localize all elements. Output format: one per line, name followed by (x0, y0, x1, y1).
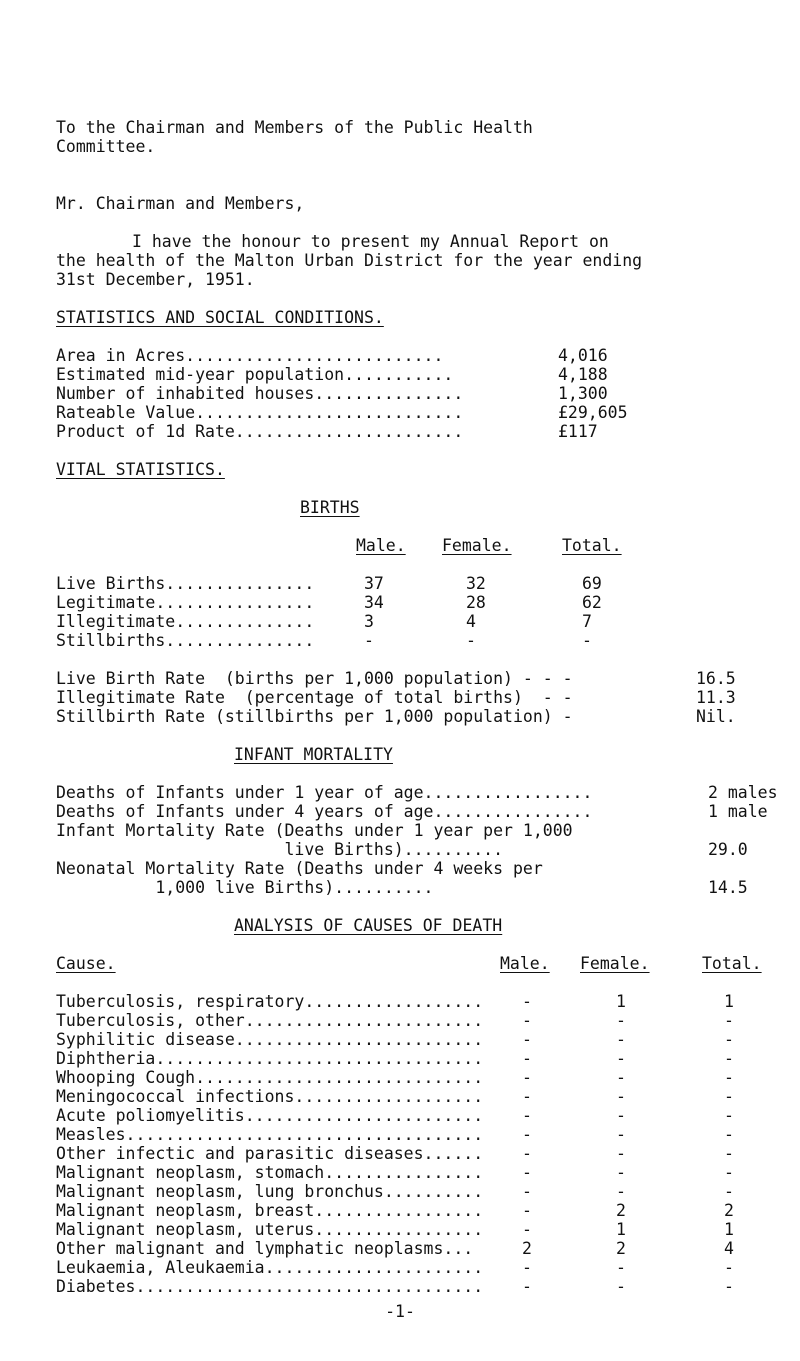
report-page (56, 118, 800, 1296)
intro-paragraph-line-1: I have the honour to present my Annual Report on (132, 232, 609, 251)
births-total: 7 (582, 612, 592, 631)
births-col-female: Female. (442, 536, 512, 555)
cause-male: - (522, 1011, 532, 1030)
cause-total: - (724, 1144, 734, 1163)
births-row (56, 574, 800, 593)
cause-male: - (522, 1049, 532, 1068)
cause-total: 1 (724, 1220, 734, 1239)
intro-paragraph-line-2: the health of the Malton Urban District for the year ending (56, 251, 643, 270)
birth-rate-row (56, 707, 800, 726)
cause-row (56, 1201, 800, 1220)
page-number: -1- (385, 1302, 415, 1321)
causes-of-death-heading: ANALYSIS OF CAUSES OF DEATH (234, 916, 503, 935)
cause-total: - (724, 1258, 734, 1277)
birth-rate-value: 16.5 (696, 669, 736, 688)
cause-row (56, 1068, 800, 1087)
statistics-list (56, 346, 800, 441)
infant-mortality-value: 2 males (708, 783, 778, 802)
statistics-value: 1,300 (558, 384, 608, 403)
infant-mortality-list (56, 783, 800, 897)
infant-mortality-label: 1,000 live Births).......... (56, 878, 434, 897)
statistics-value: £29,605 (558, 403, 628, 422)
infant-mortality-label: Deaths of Infants under 1 year of age................. (56, 783, 593, 802)
infant-mortality-value: 1 male (708, 802, 768, 821)
births-male: 37 (364, 574, 384, 593)
births-row (56, 631, 800, 650)
cause-female: - (616, 1106, 626, 1125)
cause-male: - (522, 1068, 532, 1087)
cause-row (56, 1239, 800, 1258)
address-line-1: To the Chairman and Members of the Public Health (56, 118, 533, 137)
cause-total: - (724, 1277, 734, 1296)
cause-total: 1 (724, 992, 734, 1011)
infant-mortality-row (56, 859, 800, 878)
statistics-row (56, 384, 800, 403)
cause-male: - (522, 1030, 532, 1049)
statistics-row (56, 365, 800, 384)
births-row (56, 612, 800, 631)
birth-rate-row (56, 669, 800, 688)
births-col-male: Male. (356, 536, 406, 555)
cause-label: Meningococcal infections................... (56, 1087, 484, 1106)
address-line-2: Committee. (56, 137, 156, 156)
cause-label: Acute poliomyelitis........................ (56, 1106, 484, 1125)
cause-total: - (724, 1182, 734, 1201)
birth-rate-value: 11.3 (696, 688, 736, 707)
cause-male: - (522, 1087, 532, 1106)
births-label: Live Births............... (56, 574, 315, 593)
cause-label: Tuberculosis, respiratory.................. (56, 992, 484, 1011)
cause-male: - (522, 1125, 532, 1144)
cause-row (56, 1125, 800, 1144)
statistics-label: Area in Acres.......................... (56, 346, 444, 365)
infant-mortality-label: Infant Mortality Rate (Deaths under 1 year per 1,000 (56, 821, 573, 840)
cause-male: - (522, 992, 532, 1011)
cause-male: - (522, 1277, 532, 1296)
births-female: 28 (466, 593, 486, 612)
cause-male: - (522, 1182, 532, 1201)
cause-total: - (724, 1030, 734, 1049)
cause-total: - (724, 1125, 734, 1144)
cause-female: 1 (616, 992, 626, 1011)
statistics-row (56, 346, 800, 365)
cause-male: - (522, 1144, 532, 1163)
cause-label: Other infectic and parasitic diseases...... (56, 1144, 484, 1163)
causes-of-death-table (56, 992, 800, 1296)
infant-mortality-label: Deaths of Infants under 4 years of age................ (56, 802, 593, 821)
cause-row (56, 992, 800, 1011)
cause-total: - (724, 1106, 734, 1125)
cause-row (56, 1220, 800, 1239)
cause-male: - (522, 1106, 532, 1125)
statistics-label: Number of inhabited houses............... (56, 384, 464, 403)
cause-total: - (724, 1068, 734, 1087)
cause-female: 2 (616, 1239, 626, 1258)
intro-paragraph-line-3: 31st December, 1951. (56, 270, 255, 289)
infant-mortality-label: Neonatal Mortality Rate (Deaths under 4 weeks per (56, 859, 543, 878)
birth-rate-value: Nil. (696, 707, 736, 726)
cause-label: Whooping Cough............................. (56, 1068, 484, 1087)
cause-label: Malignant neoplasm, stomach................ (56, 1163, 484, 1182)
cause-total: 4 (724, 1239, 734, 1258)
cause-label: Malignant neoplasm, breast................. (56, 1201, 484, 1220)
cause-female: - (616, 1030, 626, 1049)
births-total: 69 (582, 574, 602, 593)
birth-rate-label: Stillbirth Rate (stillbirths per 1,000 population) - (56, 707, 573, 726)
cause-male: - (522, 1201, 532, 1220)
salutation: Mr. Chairman and Members, (56, 194, 305, 213)
cause-total: - (724, 1163, 734, 1182)
cause-male: 2 (522, 1239, 532, 1258)
births-total: - (582, 631, 592, 650)
statistics-label: Estimated mid-year population........... (56, 365, 454, 384)
cause-total: - (724, 1049, 734, 1068)
births-female: 4 (466, 612, 476, 631)
cause-female: - (616, 1163, 626, 1182)
vital-statistics-heading: VITAL STATISTICS. (56, 460, 225, 479)
births-male: 3 (364, 612, 374, 631)
births-row (56, 593, 800, 612)
cause-row (56, 1277, 800, 1296)
births-total: 62 (582, 593, 602, 612)
cause-total: - (724, 1011, 734, 1030)
cause-label: Tuberculosis, other........................ (56, 1011, 484, 1030)
cause-female: 2 (616, 1201, 626, 1220)
births-label: Illegitimate.............. (56, 612, 315, 631)
infant-mortality-row (56, 821, 800, 840)
cause-row (56, 1011, 800, 1030)
cause-total: - (724, 1087, 734, 1106)
cause-female: - (616, 1068, 626, 1087)
causes-col-male: Male. (500, 954, 550, 973)
cause-row (56, 1144, 800, 1163)
statistics-row (56, 403, 800, 422)
cause-label: Malignant neoplasm, uterus................. (56, 1220, 484, 1239)
births-female: 32 (466, 574, 486, 593)
statistics-value: £117 (558, 422, 598, 441)
cause-label: Diabetes................................... (56, 1277, 484, 1296)
cause-label: Malignant neoplasm, lung bronchus.......... (56, 1182, 484, 1201)
causes-column-headers (56, 954, 800, 973)
statistics-heading: STATISTICS AND SOCIAL CONDITIONS. (56, 308, 384, 327)
birth-rates-list (56, 669, 800, 726)
infant-mortality-value: 29.0 (708, 840, 748, 859)
cause-female: - (616, 1258, 626, 1277)
infant-mortality-row (56, 802, 800, 821)
cause-row (56, 1030, 800, 1049)
infant-mortality-label: live Births).......... (56, 840, 504, 859)
causes-col-cause: Cause. (56, 954, 116, 973)
birth-rate-row (56, 688, 800, 707)
cause-male: - (522, 1163, 532, 1182)
cause-label: Leukaemia, Aleukaemia...................... (56, 1258, 484, 1277)
births-label: Stillbirths............... (56, 631, 315, 650)
cause-row (56, 1049, 800, 1068)
birth-rate-label: Live Birth Rate (births per 1,000 population) - - - (56, 669, 573, 688)
cause-label: Measles.................................... (56, 1125, 484, 1144)
infant-mortality-row (56, 878, 800, 897)
cause-female: - (616, 1144, 626, 1163)
births-column-headers (56, 536, 800, 555)
infant-mortality-heading: INFANT MORTALITY (234, 745, 393, 764)
cause-female: - (616, 1277, 626, 1296)
cause-row (56, 1182, 800, 1201)
cause-male: - (522, 1258, 532, 1277)
cause-label: Diphtheria................................. (56, 1049, 484, 1068)
births-heading: BIRTHS (300, 498, 360, 517)
statistics-row (56, 422, 800, 441)
births-table (56, 574, 800, 650)
cause-label: Syphilitic disease......................... (56, 1030, 484, 1049)
cause-row (56, 1258, 800, 1277)
cause-female: - (616, 1049, 626, 1068)
infant-mortality-row (56, 783, 800, 802)
births-male: - (364, 631, 374, 650)
births-female: - (466, 631, 476, 650)
statistics-label: Rateable Value........................... (56, 403, 464, 422)
cause-label: Other malignant and lymphatic neoplasms... (56, 1239, 474, 1258)
births-col-total: Total. (562, 536, 622, 555)
cause-female: - (616, 1125, 626, 1144)
cause-total: 2 (724, 1201, 734, 1220)
cause-female: 1 (616, 1220, 626, 1239)
causes-col-total: Total. (702, 954, 762, 973)
births-label: Legitimate................ (56, 593, 315, 612)
infant-mortality-value: 14.5 (708, 878, 748, 897)
infant-mortality-row (56, 840, 800, 859)
statistics-value: 4,188 (558, 365, 608, 384)
statistics-label: Product of 1d Rate....................... (56, 422, 464, 441)
cause-row (56, 1163, 800, 1182)
cause-female: - (616, 1182, 626, 1201)
cause-male: - (522, 1220, 532, 1239)
births-male: 34 (364, 593, 384, 612)
statistics-value: 4,016 (558, 346, 608, 365)
cause-female: - (616, 1087, 626, 1106)
birth-rate-label: Illegitimate Rate (percentage of total births) - - (56, 688, 573, 707)
cause-female: - (616, 1011, 626, 1030)
cause-row (56, 1087, 800, 1106)
cause-row (56, 1106, 800, 1125)
causes-col-female: Female. (580, 954, 650, 973)
